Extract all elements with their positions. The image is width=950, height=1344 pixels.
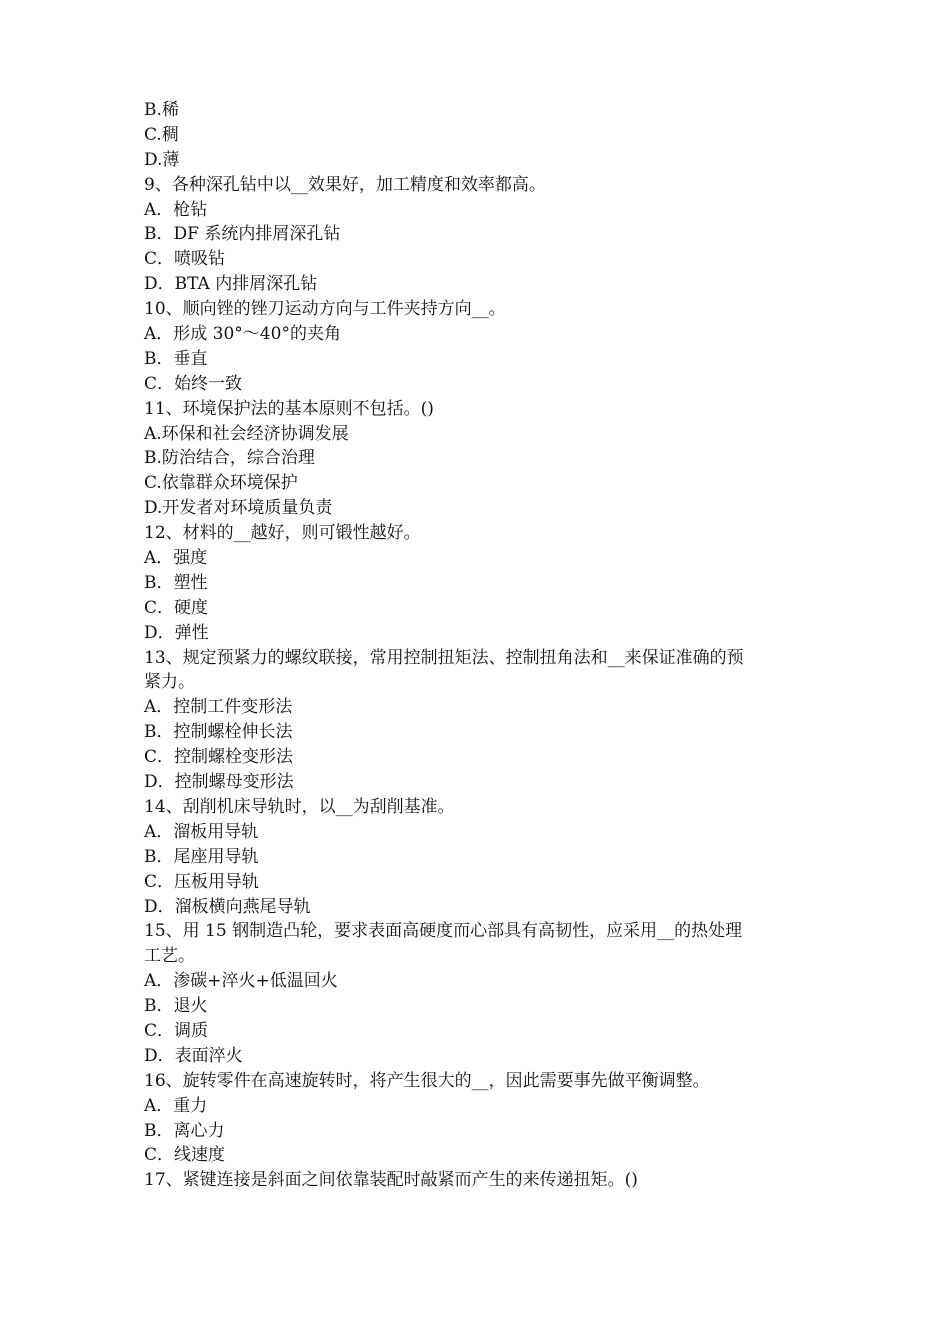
option-c: C．硬度	[144, 597, 209, 618]
option-d: D．表面淬火	[144, 1045, 243, 1066]
option-d: D.开发者对环境质量负责	[144, 498, 333, 519]
option-a: A．控制工件变形法	[144, 697, 293, 718]
question-15: 15、用 15 钢制造凸轮，要求表面高硬度而心部具有高韧性，应采用__的热处理	[144, 921, 743, 942]
option-b: B.防治结合，综合治理	[144, 448, 315, 469]
question-13: 13、规定预紧力的螺纹联接，常用控制扭矩法、控制扭角法和__来保证准确的预	[144, 647, 744, 668]
option-b: B．DF 系统内排屑深孔钻	[144, 224, 341, 245]
question-11: 11、环境保护法的基本原则不包括。()	[144, 398, 434, 419]
option-c: C．始终一致	[144, 373, 243, 394]
option-a: A．溜板用导轨	[144, 821, 259, 842]
option-a: A.环保和社会经济协调发展	[144, 423, 349, 444]
option-c: C．控制螺栓变形法	[144, 747, 294, 768]
option-d: D．溜板横向燕尾导轨	[144, 896, 311, 917]
question-17: 17、紧键连接是斜面之间依靠装配时敲紧而产生的来传递扭矩。()	[144, 1170, 638, 1191]
document-body	[144, 98, 814, 1193]
option-a: A．强度	[144, 548, 208, 569]
option-b: B．尾座用导轨	[144, 846, 259, 867]
option-a: A．渗碳+淬火+低温回火	[144, 971, 338, 992]
option-b: B．垂直	[144, 348, 208, 369]
question-15-continued: 工艺。	[144, 946, 195, 967]
option-b: B.稀	[144, 100, 179, 120]
question-16: 16、旋转零件在高速旋转时，将产生很大的__，因此需要事先做平衡调整。	[144, 1070, 710, 1091]
option-a: A．重力	[144, 1095, 208, 1116]
option-b: B．退火	[144, 996, 208, 1017]
option-c: C．压板用导轨	[144, 871, 260, 892]
question-13-continued: 紧力。	[144, 672, 195, 693]
option-b: B．控制螺栓伸长法	[144, 722, 293, 743]
option-a: A．枪钻	[144, 199, 208, 220]
option-d: D.薄	[144, 149, 180, 170]
option-a: A．形成 30°～40°的夹角	[144, 324, 341, 345]
option-c: C.稠	[144, 124, 179, 145]
option-c: C．调质	[144, 1020, 209, 1041]
option-d: D．BTA 内排屑深孔钻	[144, 274, 318, 295]
option-c: C．喷吸钻	[144, 249, 226, 270]
question-9: 9、各种深孔钻中以__效果好，加工精度和效率都高。	[144, 174, 546, 195]
option-d: D．控制螺母变形法	[144, 772, 294, 793]
question-10: 10、顺向锉的锉刀运动方向与工件夹持方向__。	[144, 299, 506, 320]
question-12: 12、材料的__越好，则可锻性越好。	[144, 523, 421, 544]
option-b: B．离心力	[144, 1120, 225, 1141]
option-d: D．弹性	[144, 622, 209, 643]
option-c: C.依靠群众环境保护	[144, 473, 298, 494]
option-c: C．线速度	[144, 1145, 226, 1166]
option-b: B．塑性	[144, 572, 208, 593]
question-14: 14、刮削机床导轨时，以__为刮削基准。	[144, 796, 455, 817]
